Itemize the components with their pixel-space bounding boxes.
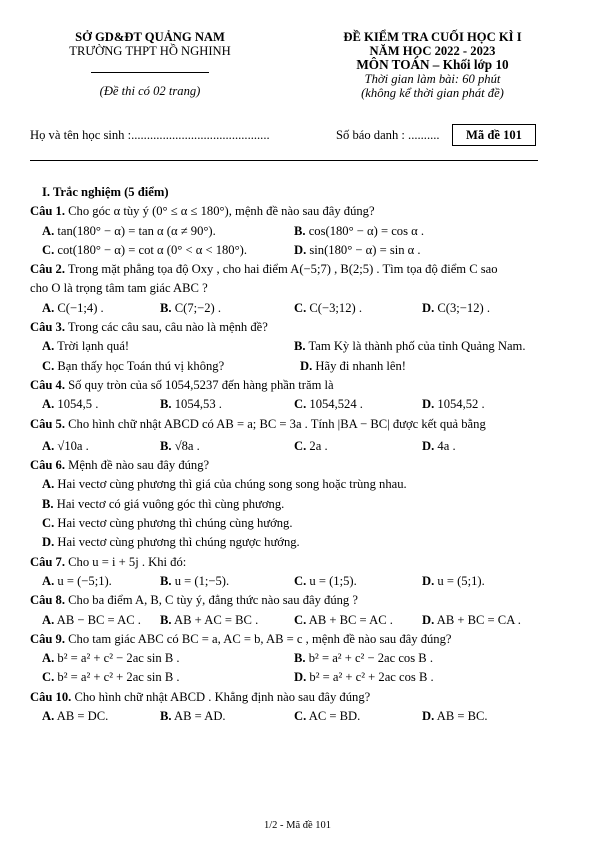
option-letter: B. xyxy=(160,397,172,412)
question-number: Câu 7. xyxy=(30,554,65,569)
question-4 xyxy=(30,376,570,415)
option-text: 1054,524 . xyxy=(309,397,363,412)
option-letter: A. xyxy=(42,573,55,588)
question-stem xyxy=(30,591,570,610)
question-stem xyxy=(30,630,570,649)
option-letter: A. xyxy=(42,477,55,492)
options-block xyxy=(30,572,570,591)
option-letter: A. xyxy=(42,397,55,412)
question-5 xyxy=(30,415,570,457)
option-a[interactable] xyxy=(42,437,89,456)
option-letter: A. xyxy=(42,612,55,627)
question-stem xyxy=(30,415,570,434)
option-letter: B. xyxy=(160,709,172,724)
question-text: Mệnh đề nào sau đây đúng? xyxy=(68,458,210,473)
option-letter: C. xyxy=(294,612,307,627)
option-letter: D. xyxy=(294,242,307,257)
question-stem xyxy=(30,688,570,707)
option-a[interactable] xyxy=(42,611,141,630)
option-letter: C. xyxy=(294,573,307,588)
option-letter: B. xyxy=(294,651,306,666)
question-6 xyxy=(30,456,570,552)
option-b[interactable] xyxy=(160,437,200,456)
options-block xyxy=(30,222,570,261)
pages-note: (Đề thi có 02 trang) xyxy=(99,84,201,98)
option-text: C(7;−2) . xyxy=(174,300,221,315)
question-3 xyxy=(30,318,570,376)
option-text: tan(180° − α) = tan α (α ≠ 90°). xyxy=(57,223,216,238)
question-text: Cho góc α tùy ý (0° ≤ α ≤ 180°), mệnh đề nào sau đây đúng? xyxy=(68,204,375,219)
section-heading: I. Trắc nghiệm (5 điểm) xyxy=(42,185,169,199)
option-text: AB + BC = CA . xyxy=(436,612,521,627)
option-letter: D. xyxy=(422,612,435,627)
option-d[interactable] xyxy=(422,299,490,318)
question-list xyxy=(30,183,570,726)
option-text: Hai vectơ cùng phương thì chúng ngược hướng. xyxy=(57,535,300,550)
option-text: 4a . xyxy=(437,438,456,453)
option-letter: C. xyxy=(294,709,307,724)
header-left xyxy=(30,30,270,98)
option-text: 1054,5 . xyxy=(57,397,99,412)
option-d[interactable] xyxy=(422,395,485,414)
option-d[interactable] xyxy=(294,241,421,260)
option-c[interactable] xyxy=(294,437,328,456)
option-letter: D. xyxy=(294,670,307,685)
option-letter: C. xyxy=(42,358,55,373)
option-letter: A. xyxy=(42,300,55,315)
question-number: Câu 2. xyxy=(30,262,65,277)
question-stem xyxy=(30,202,570,221)
option-letter: A. xyxy=(42,438,55,453)
question-number: Câu 5. xyxy=(30,416,65,431)
option-letter: B. xyxy=(160,573,172,588)
exam-title: ĐỀ KIỂM TRA CUỐI HỌC KÌ I xyxy=(343,30,522,44)
option-text: 1054,53 . xyxy=(174,397,222,412)
exam-time: Thời gian làm bài: 60 phút xyxy=(364,72,501,86)
option-text: Hai vectơ cùng phương thì giá của chúng song song hoặc trùng nhau. xyxy=(57,477,407,492)
question-number: Câu 9. xyxy=(30,631,65,646)
option-a[interactable] xyxy=(42,572,112,591)
option-text: AB + AC = BC . xyxy=(174,612,259,627)
header-rule xyxy=(30,160,538,161)
option-letter: C. xyxy=(294,300,307,315)
option-letter: D. xyxy=(422,300,435,315)
option-letter: D. xyxy=(422,438,435,453)
question-text: Trong mặt phẳng tọa độ Oxy , cho hai điểm A(−5;7) , B(2;5) . Tìm tọa độ điểm C sao xyxy=(67,262,498,277)
option-text: Bạn thấy học Toán thú vị không? xyxy=(57,358,225,373)
option-letter: B. xyxy=(160,438,172,453)
question-1 xyxy=(30,202,570,260)
option-c[interactable] xyxy=(42,514,293,533)
option-b[interactable] xyxy=(160,395,222,414)
option-text: 1054,52 . xyxy=(437,397,485,412)
option-text: 2a . xyxy=(309,438,328,453)
question-number: Câu 4. xyxy=(30,377,65,392)
option-c[interactable] xyxy=(42,241,247,260)
question-text: Cho hình chữ nhật ABCD có AB = a; BC = 3a . Tính |BA − BC| được kết quả bằng xyxy=(68,416,486,431)
option-text: cos(180° − α) = cos α . xyxy=(308,223,425,238)
option-c[interactable] xyxy=(42,357,224,376)
option-c[interactable] xyxy=(42,668,180,687)
option-text: Hãy đi nhanh lên! xyxy=(315,358,406,373)
question-text: Số quy tròn của số 1054,5237 đến hàng phần trăm là xyxy=(68,377,334,392)
option-text: C(−3;12) . xyxy=(309,300,362,315)
option-a[interactable] xyxy=(42,337,129,356)
option-text: AB + BC = AC . xyxy=(308,612,393,627)
options-block xyxy=(30,299,570,318)
school-year: NĂM HỌC 2022 - 2023 xyxy=(369,44,496,58)
question-stem xyxy=(30,456,570,475)
school-name: TRƯỜNG THPT HỒ NGHINH xyxy=(69,44,231,58)
option-text: √8a . xyxy=(174,438,200,453)
option-text: C(3;−12) . xyxy=(437,300,490,315)
option-letter: B. xyxy=(42,496,54,511)
option-text: √10a . xyxy=(57,438,89,453)
option-letter: B. xyxy=(160,612,172,627)
option-a[interactable] xyxy=(42,395,98,414)
option-letter: B. xyxy=(160,300,172,315)
option-letter: C. xyxy=(42,670,55,685)
option-b[interactable] xyxy=(160,611,258,630)
question-stem xyxy=(30,260,570,279)
question-9 xyxy=(30,630,570,688)
dept-name: SỞ GD&ĐT QUẢNG NAM xyxy=(75,30,225,44)
option-b[interactable] xyxy=(294,337,526,356)
option-d[interactable] xyxy=(300,357,406,376)
question-text-cont: cho O là trọng tâm tam giác ABC ? xyxy=(30,281,208,296)
option-c[interactable] xyxy=(294,299,362,318)
options-block xyxy=(30,475,570,552)
question-text: Cho ba điểm A, B, C tùy ý, đẳng thức nào sau đây đúng ? xyxy=(68,593,358,608)
exam-time-note: (không kể thời gian phát đề) xyxy=(361,86,504,100)
option-text: Hai vectơ có giá vuông góc thì cùng phương. xyxy=(56,496,285,511)
option-b[interactable] xyxy=(294,649,433,668)
option-text: b² = a² + c² + 2ac cos B . xyxy=(309,670,434,685)
option-letter: D. xyxy=(422,397,435,412)
option-c[interactable] xyxy=(294,572,357,591)
question-2 xyxy=(30,260,570,318)
option-b[interactable] xyxy=(160,707,226,726)
option-c[interactable] xyxy=(294,395,363,414)
option-text: AB = AD. xyxy=(174,709,226,724)
option-letter: C. xyxy=(42,242,55,257)
option-letter: D. xyxy=(42,535,55,550)
option-text: AC = BD. xyxy=(308,709,361,724)
question-number: Câu 6. xyxy=(30,458,65,473)
option-c[interactable] xyxy=(294,611,393,630)
subject-title: MÔN TOÁN – Khối lớp 10 xyxy=(356,57,509,72)
options-block xyxy=(30,395,570,414)
header-right xyxy=(300,30,565,100)
option-text: u = (1;−5). xyxy=(174,573,230,588)
option-letter: D. xyxy=(300,358,313,373)
option-text: b² = a² + c² − 2ac cos B . xyxy=(308,651,433,666)
option-b[interactable] xyxy=(160,572,229,591)
page-footer: 1/2 - Mã đề 101 xyxy=(263,820,332,831)
option-b[interactable] xyxy=(294,222,424,241)
option-letter: B. xyxy=(294,339,306,354)
option-c[interactable] xyxy=(294,707,360,726)
option-text: Tam Kỳ là thành phố của tỉnh Quảng Nam. xyxy=(308,339,526,354)
option-text: u = (−5;1). xyxy=(57,573,112,588)
student-id-field: Số báo danh : .......... xyxy=(336,128,440,142)
option-a[interactable] xyxy=(42,299,104,318)
option-letter: A. xyxy=(42,223,55,238)
question-number: Câu 1. xyxy=(30,204,65,219)
option-a[interactable] xyxy=(42,707,108,726)
option-b[interactable] xyxy=(42,495,284,514)
option-letter: C. xyxy=(294,438,307,453)
option-text: C(−1;4) . xyxy=(57,300,104,315)
question-7 xyxy=(30,553,570,592)
option-letter: C. xyxy=(42,516,55,531)
question-stem xyxy=(30,376,570,395)
options-block xyxy=(30,337,570,376)
option-text: sin(180° − α) = sin α . xyxy=(309,242,421,257)
option-text: AB = BC. xyxy=(436,709,488,724)
option-d[interactable] xyxy=(422,437,456,456)
option-text: cot(180° − α) = cot α (0° < α < 180°). xyxy=(57,242,247,257)
options-block xyxy=(30,649,570,688)
question-text: Cho hình chữ nhật ABCD . Khẳng định nào sau đây đúng? xyxy=(74,689,371,704)
option-d[interactable] xyxy=(422,611,521,630)
option-d[interactable] xyxy=(42,533,300,552)
options-block xyxy=(30,707,570,726)
options-block xyxy=(30,437,570,456)
option-a[interactable] xyxy=(42,649,180,668)
question-number: Câu 10. xyxy=(30,689,72,704)
question-stem xyxy=(30,553,570,572)
question-8 xyxy=(30,591,570,630)
option-text: b² = a² + c² + 2ac sin B . xyxy=(57,670,180,685)
option-text: Hai vectơ cùng phương thì chúng cùng hướng. xyxy=(57,516,293,531)
option-letter: C. xyxy=(294,397,307,412)
option-text: AB − BC = AC . xyxy=(56,612,141,627)
student-name-field: Họ và tên học sinh :............................................ xyxy=(30,128,270,142)
question-10 xyxy=(30,688,570,727)
question-text: Cho u = i + 5j . Khi đó: xyxy=(68,554,187,569)
question-number: Câu 3. xyxy=(30,320,65,335)
option-d[interactable] xyxy=(294,668,434,687)
option-d[interactable] xyxy=(422,707,488,726)
option-letter: A. xyxy=(42,709,55,724)
option-a[interactable] xyxy=(42,475,407,494)
options-block xyxy=(30,611,570,630)
option-d[interactable] xyxy=(422,572,485,591)
question-text: Cho tam giác ABC có BC = a, AC = b, AB = c , mệnh đề nào sau đây đúng? xyxy=(68,631,452,646)
question-number: Câu 8. xyxy=(30,593,65,608)
option-letter: D. xyxy=(422,709,435,724)
question-stem xyxy=(30,318,570,337)
option-b[interactable] xyxy=(160,299,221,318)
option-text: u = (1;5). xyxy=(309,573,357,588)
option-a[interactable] xyxy=(42,222,216,241)
option-letter: D. xyxy=(422,573,435,588)
option-text: Trời lạnh quá! xyxy=(57,339,130,354)
option-letter: A. xyxy=(42,651,55,666)
exam-code-box: Mã đề 101 xyxy=(452,124,536,146)
option-letter: B. xyxy=(294,223,306,238)
option-text: u = (5;1). xyxy=(437,573,485,588)
student-info-line xyxy=(30,124,538,146)
header-divider xyxy=(91,72,209,73)
option-text: b² = a² + c² − 2ac sin B . xyxy=(57,651,180,666)
option-text: AB = DC. xyxy=(56,709,109,724)
question-text: Trong các câu sau, câu nào là mệnh đề? xyxy=(67,320,268,335)
option-letter: A. xyxy=(42,339,55,354)
